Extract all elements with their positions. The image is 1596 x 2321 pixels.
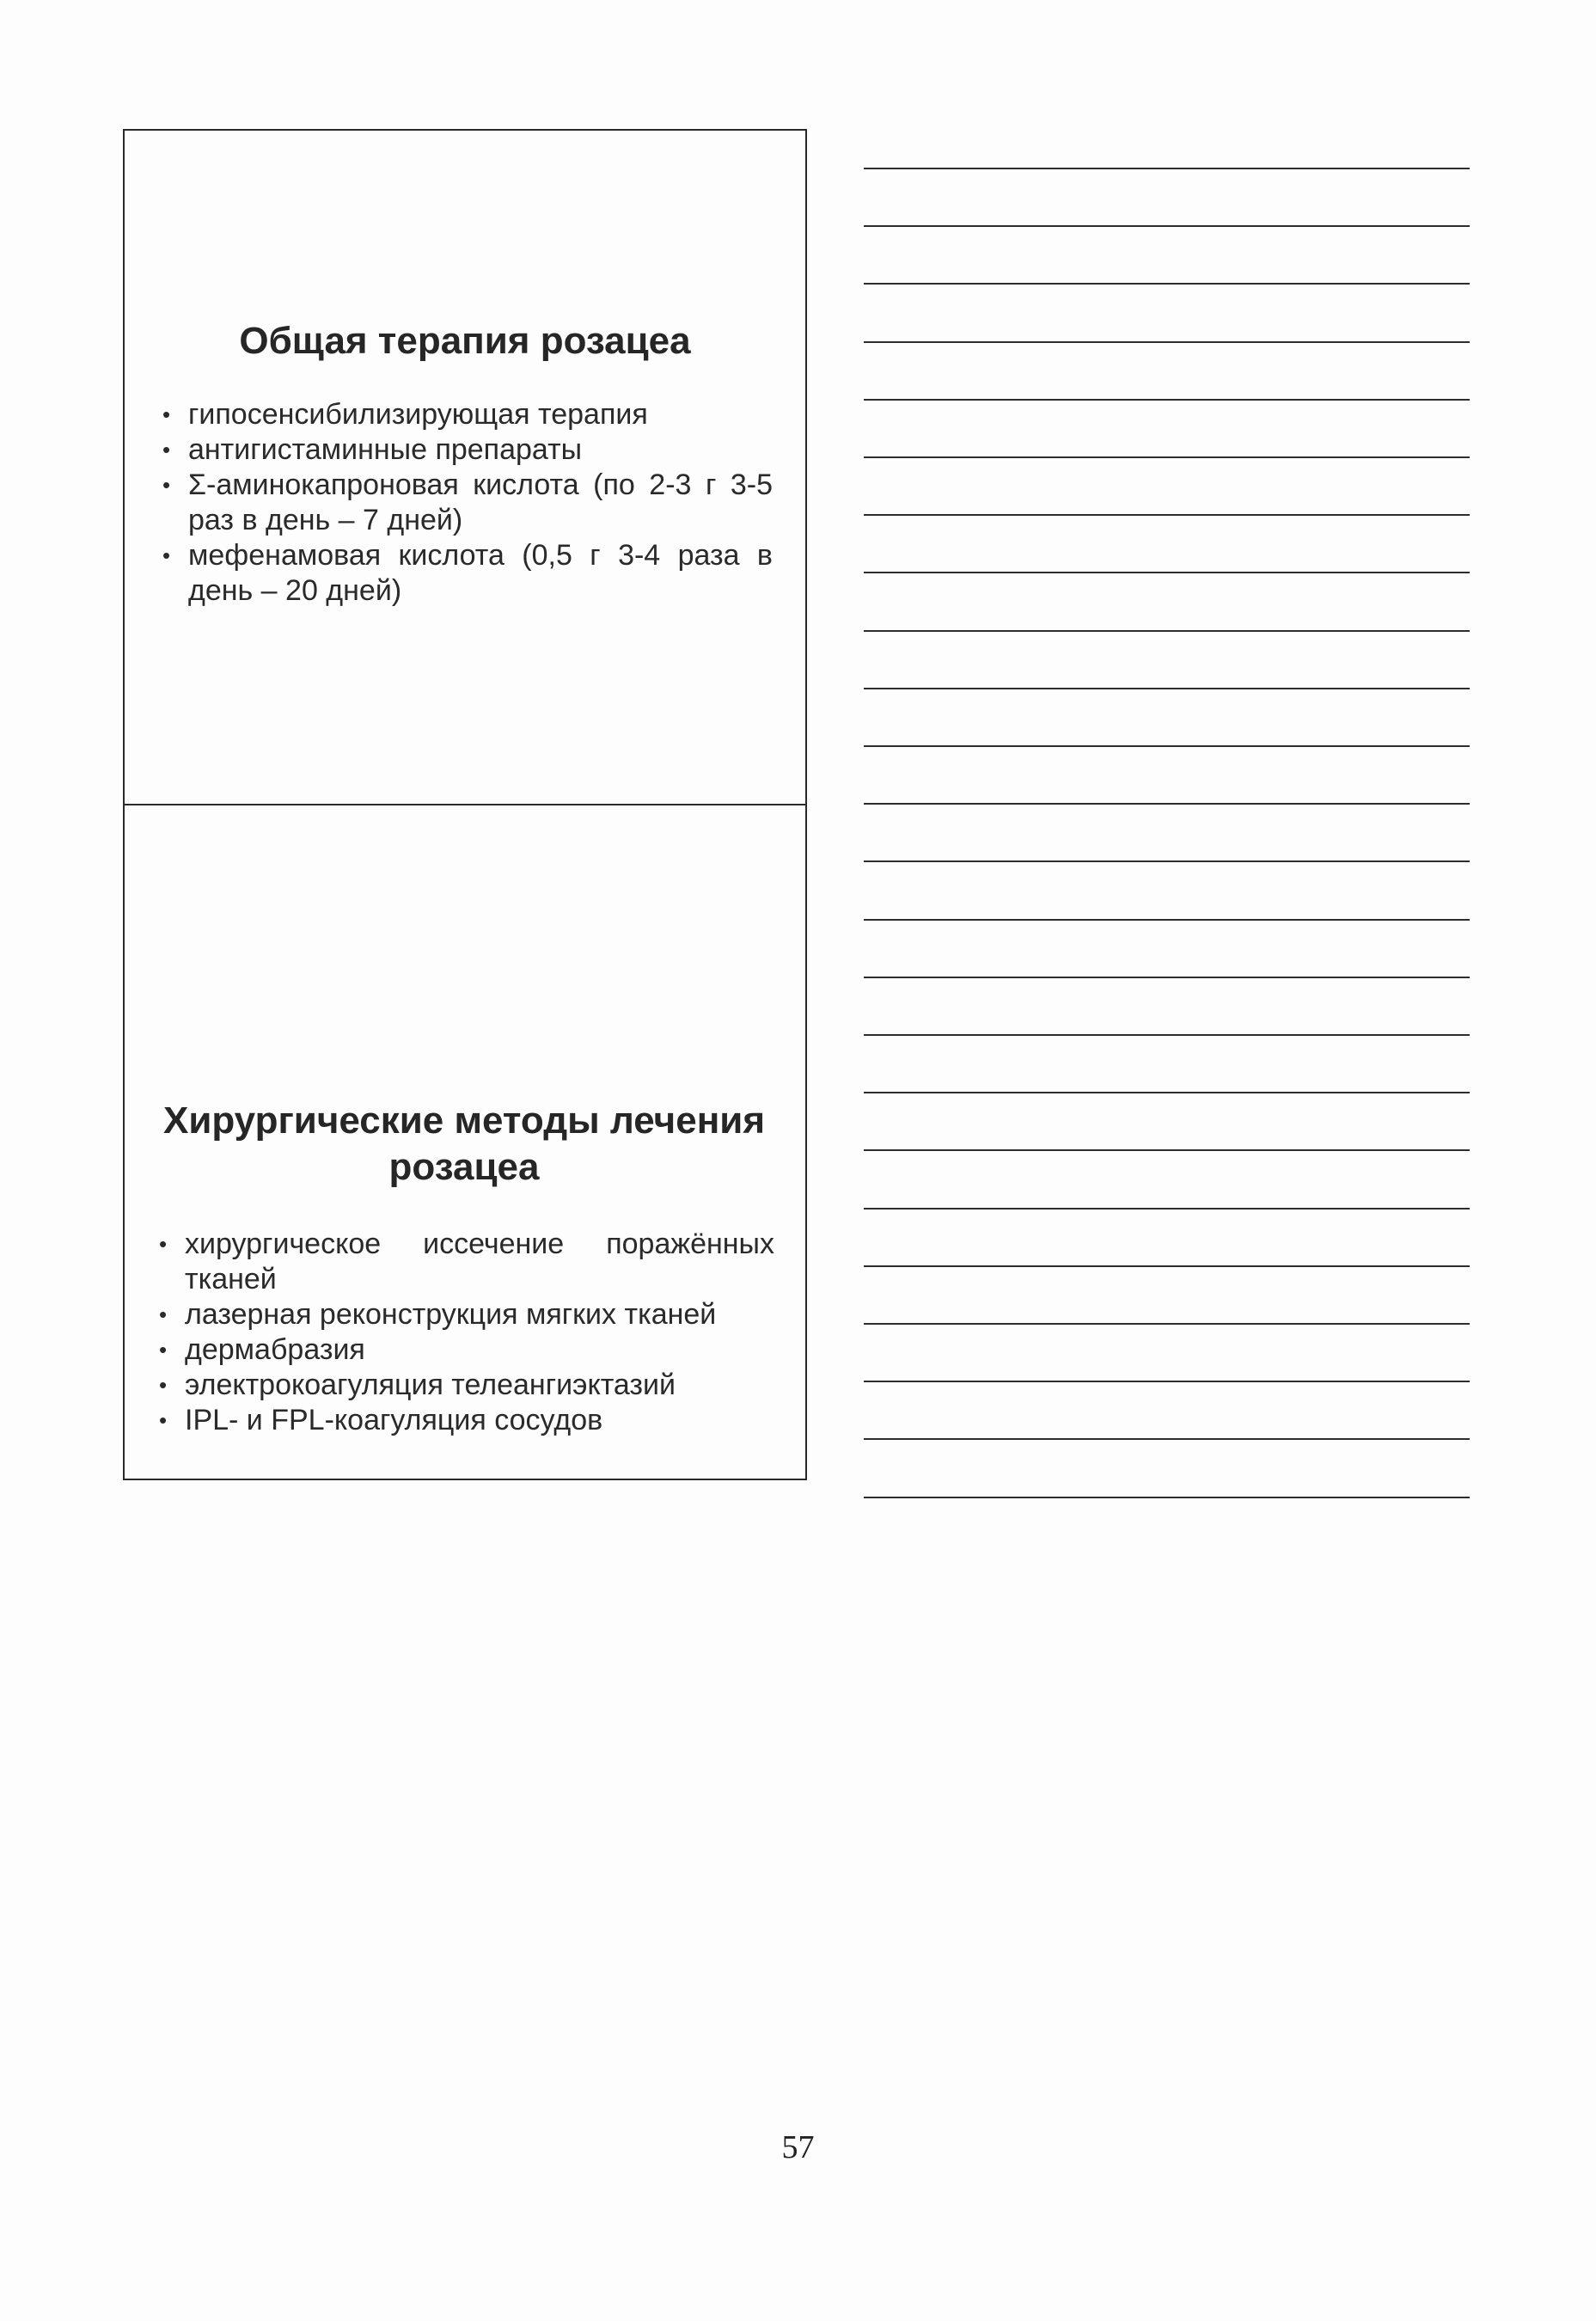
note-line — [864, 168, 1470, 169]
note-line — [864, 860, 1470, 862]
note-line — [864, 1265, 1470, 1267]
note-line — [864, 688, 1470, 689]
note-line — [864, 1438, 1470, 1440]
bullet-item — [159, 1332, 774, 1368]
bullet-item — [162, 538, 773, 609]
note-line — [864, 399, 1470, 401]
note-line — [864, 1092, 1470, 1093]
note-line — [864, 225, 1470, 227]
note-line — [864, 572, 1470, 573]
note-line — [864, 1034, 1470, 1036]
bullet-text: Σ-аминокапроновая кислота (по 2-3 г 3-5 раз в день – 7 дней) — [188, 468, 773, 536]
note-line — [864, 514, 1470, 516]
slide-general-therapy — [125, 131, 805, 805]
bullet-text: дермабразия — [185, 1333, 365, 1366]
bullet-text: электрокоагуляция телеангиэктазий — [185, 1369, 676, 1401]
bullet-text: мефенамовая кислота (0,5 г 3-4 раза в день – 20 дней) — [188, 539, 773, 607]
slide-surgical-methods — [125, 805, 805, 1479]
slide-title: Общая терапия розацеа — [239, 320, 691, 362]
bullet-text: хирургическое иссечение поражённых тканей — [185, 1228, 774, 1295]
bullet-dot: • — [162, 542, 171, 568]
bullet-dot: • — [159, 1372, 168, 1398]
note-line — [864, 1497, 1470, 1498]
note-line — [864, 977, 1470, 978]
slide-title: Хирургические методы лечения розацеа — [162, 1099, 765, 1188]
bullet-dot: • — [159, 1301, 168, 1327]
bullet-item — [159, 1368, 774, 1403]
bullet-item — [159, 1403, 774, 1438]
note-line — [864, 341, 1470, 343]
bullet-text: IPL- и FPL-коагуляция сосудов — [185, 1404, 603, 1436]
bullet-dot: • — [159, 1231, 168, 1257]
slides-frame — [123, 129, 807, 1480]
bullet-list — [162, 397, 773, 609]
note-line — [864, 1149, 1470, 1151]
note-line — [864, 456, 1470, 458]
bullet-item — [159, 1297, 774, 1332]
note-line — [864, 1323, 1470, 1325]
bullet-text: лазерная реконструкция мягких тканей — [185, 1298, 717, 1331]
note-line — [864, 919, 1470, 921]
bullet-text: антигистаминные препараты — [188, 433, 583, 466]
bullet-dot: • — [159, 1407, 168, 1433]
bullet-dot: • — [162, 472, 171, 498]
note-line — [864, 630, 1470, 632]
note-line — [864, 803, 1470, 805]
bullet-list — [159, 1227, 774, 1438]
bullet-item — [159, 1227, 774, 1297]
bullet-item — [162, 468, 773, 538]
bullet-item — [162, 432, 773, 468]
notes-lines-area — [864, 129, 1470, 1504]
bullet-dot: • — [159, 1337, 168, 1363]
bullet-text: гипосенсибилизирующая терапия — [188, 398, 648, 431]
note-line — [864, 1381, 1470, 1382]
bullet-dot: • — [162, 401, 171, 427]
bullet-dot: • — [162, 437, 171, 462]
note-line — [864, 283, 1470, 285]
page-number: 57 — [781, 2129, 815, 2165]
note-line — [864, 745, 1470, 747]
bullet-item — [162, 397, 773, 432]
note-line — [864, 1208, 1470, 1209]
